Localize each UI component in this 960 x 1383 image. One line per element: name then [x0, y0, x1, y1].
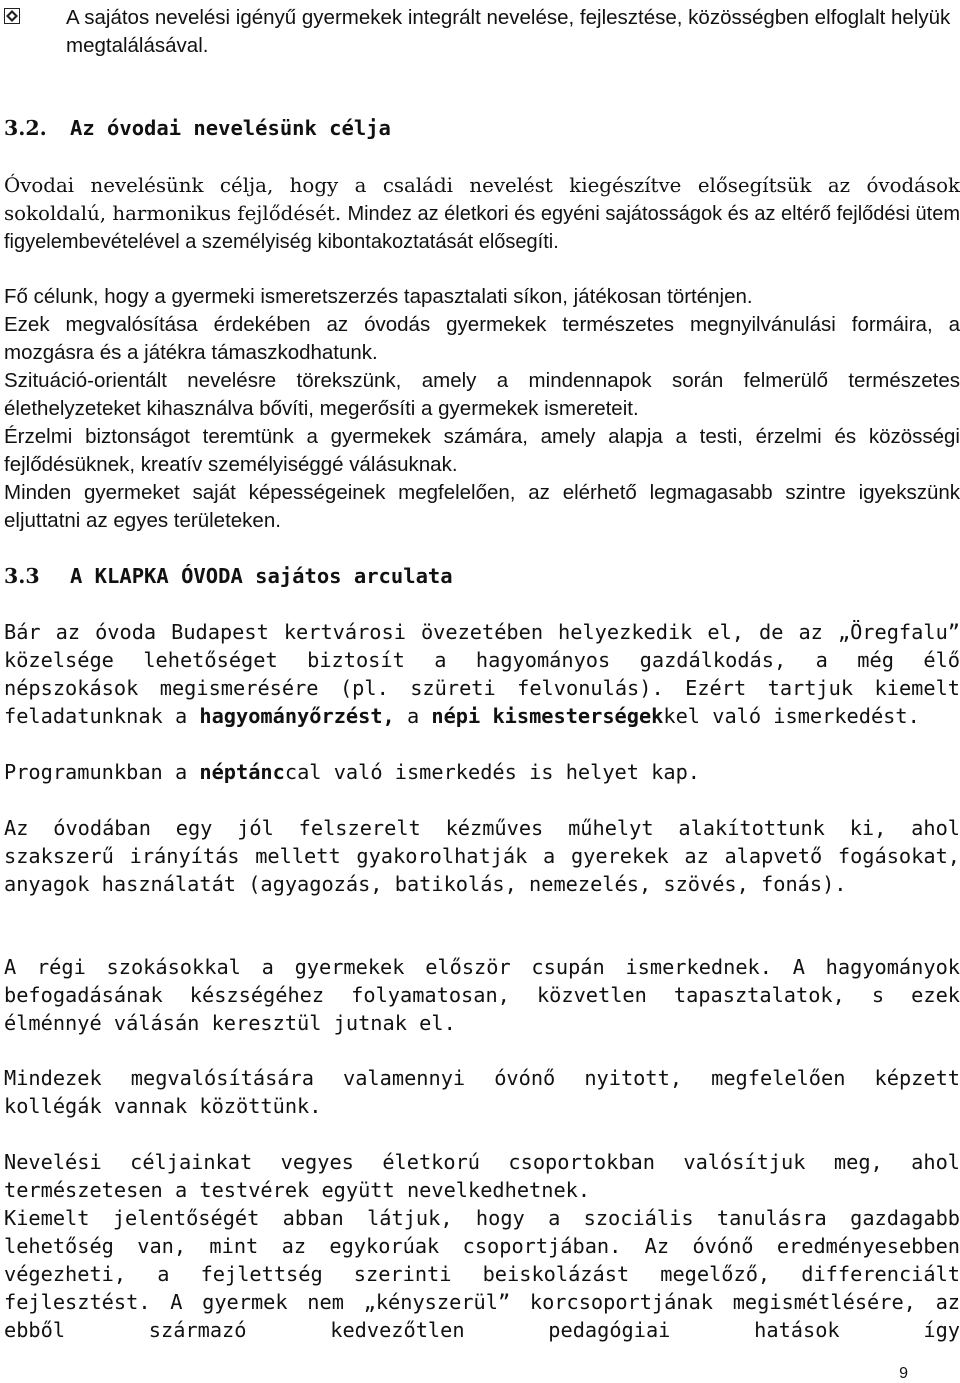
paragraph: A régi szokásokkal a gyermekek először csupán ismerkednek. A hagyományok befogadásának készségéhez folyamatosan, közvetlen tapasztalatok, s ezek élménnyé válásán keresztül jutnak el. [4, 955, 960, 1035]
paragraph: Nevelési céljainkat vegyes életkorú csoportokban valósítjuk meg, ahol természetesen a testvérek együtt nevelkedhetnek. [4, 1150, 960, 1202]
section-heading-3-3 [4, 562, 453, 590]
section-number: 3.2. [4, 116, 47, 140]
paragraph [4, 172, 960, 256]
paragraph: Fő célunk, hogy a gyermeki ismeretszerzés tapasztalati síkon, játékosan történjen. [4, 285, 753, 308]
paragraph [4, 758, 960, 786]
section-title: Az óvodai nevelésünk célja [70, 116, 391, 140]
paragraph [4, 618, 960, 730]
bullet-text: A sajátos nevelési igényű gyermekek integrált nevelése, fejlesztése, közösségben elfoglalt helyük megtalálásával. [66, 6, 951, 57]
paragraph-text: a [394, 704, 432, 728]
page-number: 9 [899, 1365, 908, 1382]
paragraph: Kiemelt jelentőségét abban látjuk, hogy a szociális tanulásra gazdagabb lehetőség van, mint az egykorúak csoportjában. Az óvónő eredményesebben végezheti, a fejlettség szerinti beiskolázást megelőző, differenciált fejlesztést. A gyermek nem „kényszerül” korcsoportjának megismétlésére, az ebből származó kedvezőtlen pedagógiai hatások így [4, 1206, 960, 1342]
paragraph: Érzelmi biztonságot teremtünk a gyermekek számára, amely alapja a testi, érzelmi és közösségi fejlődésüknek, kreatív személyiséggé válásuknak. [4, 425, 960, 476]
paragraph-text: Óvodai nevelésünk célja, hogy a családi nevelést kiegészítve elősegítsük az óvodások sokoldalú, harmonikus fejlődését. [4, 174, 960, 225]
paragraph-text: Bár az óvoda Budapest kertvárosi övezetében helyezkedik el, de az „Öregfalu” közelsége lehetőséget biztosít a hagyományos gazdálkodás, a még élő népszokások megismerésére (pl. szüreti felvonulás). Ezért tartjuk kiemelt feladatunknak a [4, 620, 960, 728]
paragraph: Minden gyermeket saját képességeinek megfelelően, az elérhető legmagasabb szintre igyekszünk eljuttatni az egyes területeken. [4, 481, 960, 532]
emphasis-text: népi kismesterségek [431, 704, 664, 728]
paragraph-text: Mindez az életkori és egyéni sajátosságok és az eltérő fejlődési ütem figyelembevételével a személyiség kibontakoztatását elősegíti. [4, 203, 960, 253]
paragraph: Mindezek megvalósítására valamennyi óvónő nyitott, megfelelően képzett kollégák vannak közöttünk. [4, 1066, 960, 1118]
section-title: A KLAPKA ÓVODA sajátos arculata [70, 564, 453, 588]
diamond-bullet-icon [4, 8, 20, 24]
paragraph-text: Programunkban a [4, 760, 200, 784]
paragraph: Szituáció-orientált nevelésre törekszünk, amely a mindennapok során felmerülő természetes élethelyzeteket kihasználva bővíti, megerősíti a gyermekek ismereteit. [4, 369, 960, 420]
section-heading-3-2 [4, 114, 391, 142]
paragraph-text: cal való ismerkedés is helyet kap. [284, 760, 701, 784]
paragraph: Ezek megvalósítása érdekében az óvodás gyermekek természetes megnyilvánulási formáira, a mozgásra és a játékra támaszkodhatunk. [4, 313, 960, 364]
paragraph-text: kel való ismerkedést. [663, 704, 920, 728]
paragraph: Az óvodában egy jól felszerelt kézműves műhelyt alakítottunk ki, ahol szakszerű irányítás mellett gyakorolhatják a gyerekek az alapvető fogásokat, anyagok használatát (agyagozás, batikolás, nemezelés, szövés, fonás). [4, 816, 960, 896]
emphasis-text: néptánc [199, 760, 285, 784]
emphasis-text: hagyományőrzést, [199, 704, 395, 728]
section-number: 3.3 [4, 564, 40, 588]
